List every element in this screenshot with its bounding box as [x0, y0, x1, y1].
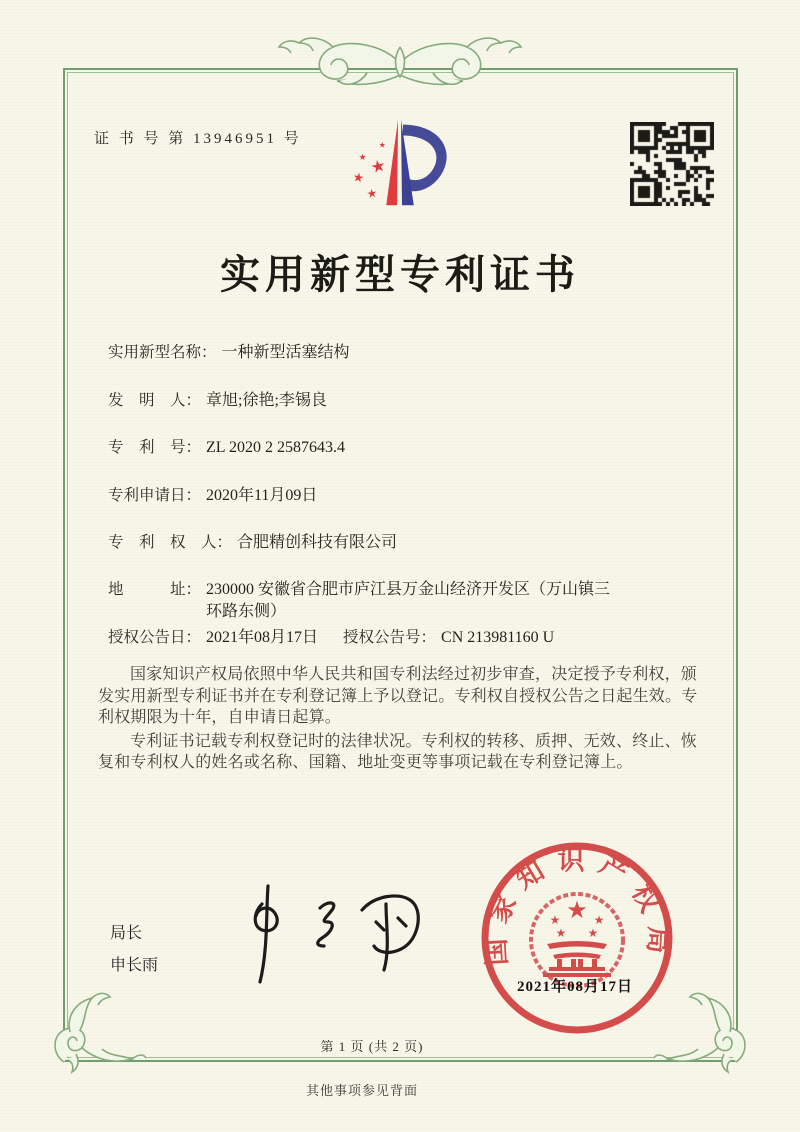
field-value: 2021年08月17日: [206, 629, 319, 646]
field-label: 专 利 权 人：: [108, 534, 233, 551]
commissioner-title: 局长: [110, 925, 143, 942]
svg-text:★: ★: [555, 926, 567, 940]
seal-text: 国家知识产权局: [480, 845, 674, 967]
seal-date: 2021年08月17日: [516, 979, 633, 995]
field-row-inventors: [108, 390, 327, 412]
svg-text:★: ★: [566, 896, 588, 924]
cnipa-seal-icon: [477, 838, 677, 1038]
svg-text:★: ★: [587, 926, 599, 940]
field-value: 一种新型活塞结构: [221, 344, 350, 361]
back-side-note: 其他事项参见背面: [305, 1083, 418, 1098]
field-label: 授权公告日：: [108, 629, 202, 646]
legal-text: [98, 664, 710, 776]
field-value: 230000 安徽省合肥市庐江县万金山经济开发区（万山镇三环路东侧）: [206, 581, 611, 620]
svg-text:★: ★: [549, 913, 561, 927]
svg-text:★: ★: [358, 153, 367, 164]
legal-paragraph-1: 国家知识产权局依照中华人民共和国专利法经过初步审查，决定授予专利权，颁发实用新型专利证书并在专利登记簿上予以登记。专利权自授权公告之日起生效。专利权期限为十年，自申请日起算。: [98, 666, 698, 726]
field-value: 2020年11月09日: [206, 487, 318, 504]
svg-text:★: ★: [351, 169, 366, 187]
field-row-grant-date: [108, 627, 318, 649]
field-label: 地 址：: [108, 581, 202, 598]
field-label: 授权公告号：: [343, 629, 437, 646]
seal-emblem-gate: [543, 941, 611, 977]
page-indicator: 第 1 页 (共 2 页): [320, 1039, 424, 1054]
qr-code: [630, 122, 714, 206]
field-label: 专利申请日：: [108, 487, 202, 504]
field-value: 合肥精创科技有限公司: [237, 534, 398, 551]
certificate-number: 证 书 号 第 13946951 号: [94, 131, 302, 147]
field-row-patent-number: [108, 437, 345, 459]
commissioner-signature-icon: [228, 878, 443, 990]
legal-paragraph-2: 专利证书记载专利权登记时的法律状况。专利权的转移、质押、无效、终止、恢复和专利权人的姓名或名称、国籍、地址变更等事项记载在专利登记簿上。: [98, 732, 698, 771]
field-row-filing-date: [108, 485, 317, 507]
svg-text:★: ★: [368, 154, 388, 178]
bottom-left-corner-ornament-icon: [46, 992, 146, 1077]
field-value: 章旭;徐艳;李锡良: [206, 392, 327, 409]
commissioner-name: 申长雨: [110, 957, 159, 974]
field-row-invention-name: [108, 342, 350, 364]
field-value: ZL 2020 2 2587643.4: [206, 439, 345, 456]
svg-text:★: ★: [365, 185, 379, 202]
certificate-title: 实用新型专利证书: [220, 252, 580, 297]
field-row-patentee: [108, 532, 397, 554]
field-label: 实用新型名称：: [108, 344, 217, 361]
cnipa-patent-logo-icon: [342, 114, 460, 214]
field-value: CN 213981160 U: [441, 629, 555, 646]
top-scrollwork-ornament-icon: [275, 27, 525, 91]
field-row-grant-number: [343, 627, 554, 649]
field-label: 专 利 号：: [108, 439, 202, 456]
svg-text:★: ★: [593, 913, 605, 927]
svg-text:★: ★: [378, 140, 386, 150]
field-label: 发 明 人：: [108, 392, 202, 409]
field-row-address: [108, 579, 612, 623]
